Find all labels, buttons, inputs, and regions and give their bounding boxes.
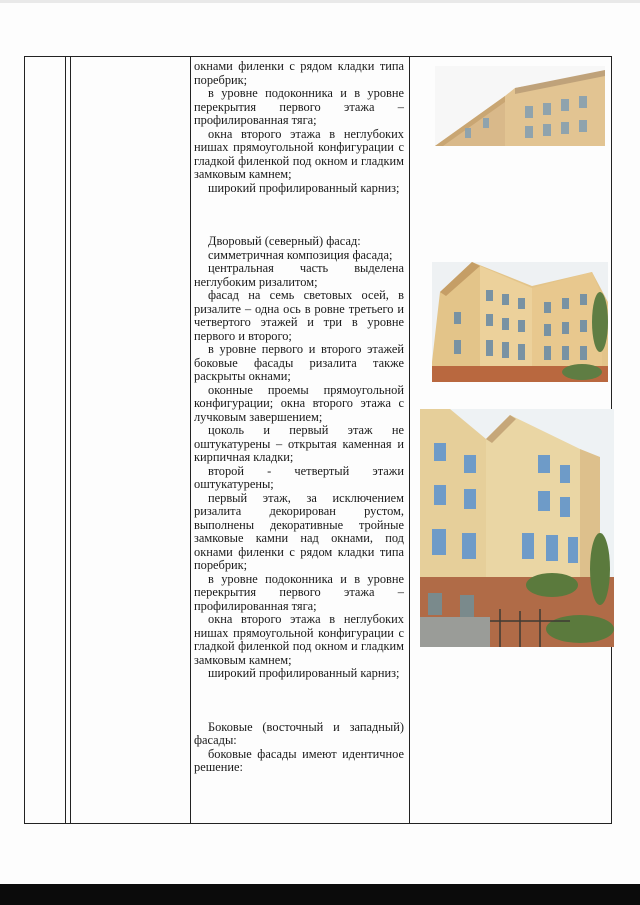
text-line: в уровне первого и второго этажей боковые фасады ризалита также раскрыты окнами; xyxy=(194,342,404,383)
building-facade-photo-1 xyxy=(435,66,605,146)
table-column-divider-3 xyxy=(190,56,191,824)
text-line: фасад на семь световых осей, в ризалите – одна ось в ровне третьего и четвертого этажей и три в уровне первого и второго; xyxy=(194,288,404,343)
text-line: второй - четвертый этажи оштукатурены; xyxy=(194,463,404,491)
table-column-divider-1 xyxy=(65,56,66,824)
section-heading: Дворовый (северный) фасад: xyxy=(208,234,361,248)
scan-bottom-edge xyxy=(0,884,640,905)
text-line: окна второго этажа в неглубоких нишах прямоугольной конфигурации с гладкой филенкой под окном и гладким замковым камнем; xyxy=(194,612,404,667)
text-line: в уровне подоконника и в уровне перекрытия первого этажа – профилированная тяга; xyxy=(194,86,404,127)
text-line: цоколь и первый этаж не оштукатурены – открытая каменная и кирпичная кладки; xyxy=(194,423,404,464)
text-line: оконные проемы прямоугольной конфигурации; окна второго этажа с лучковым завершением; xyxy=(194,382,404,424)
building-facade-photo-3 xyxy=(420,409,614,647)
table-top-border xyxy=(24,56,611,57)
table-bottom-border xyxy=(24,823,611,824)
text-line: широкий профилированный карниз; xyxy=(208,666,400,680)
spacer xyxy=(194,681,404,721)
text-line: широкий профилированный карниз; xyxy=(208,180,400,195)
table-column-divider-2 xyxy=(70,56,71,824)
text-line: центральная часть выделена неглубоким ризалитом; xyxy=(194,261,404,289)
building-facade-photo-2 xyxy=(432,262,608,382)
description-text xyxy=(194,60,404,775)
text-line: первый этаж, за исключением ризалита декорирован рустом, выполнены декоративные тройные замковые камни над окнами, под окнами филенки с рядом кладки типа поребрик; xyxy=(194,490,404,572)
table-column-divider-4 xyxy=(409,56,410,824)
text-line: окнами филенки с рядом кладки типа поребрик; xyxy=(194,59,404,87)
spacer xyxy=(194,195,404,235)
text-line: окна второго этажа в неглубоких нишах прямоугольной конфигурации с гладкой филенкой под окном и гладким замковым камнем; xyxy=(194,126,404,181)
text-line: симметричная композиция фасада; xyxy=(208,247,393,262)
text-line: в уровне подоконника и в уровне перекрытия первого этажа – профилированная тяга; xyxy=(194,571,404,613)
section-heading: Боковые (восточный и западный) фасады: xyxy=(194,719,404,747)
table-border-left xyxy=(24,56,25,824)
text-line: боковые фасады имеют идентичное решение: xyxy=(194,746,404,774)
scan-edge xyxy=(0,0,640,3)
